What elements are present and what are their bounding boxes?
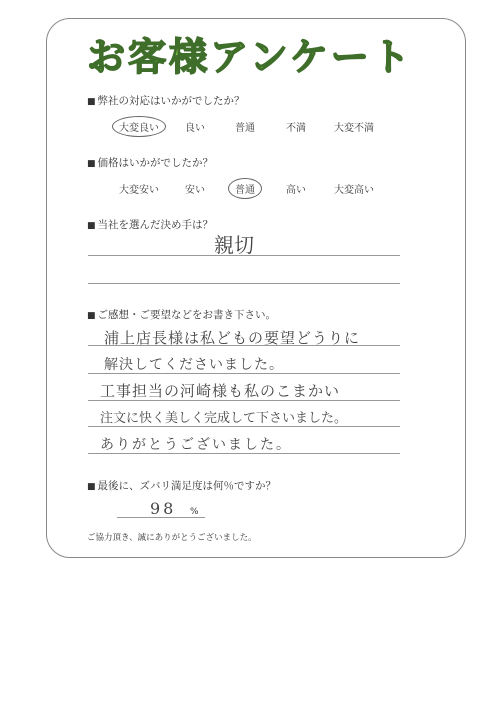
- q2-option-very-cheap[interactable]: 大変安い: [119, 185, 159, 196]
- thank-you-note: ご協力頂き、誠にありがとうございました。: [87, 533, 257, 543]
- satisfaction-line: [117, 517, 205, 518]
- reason-line-2: [88, 283, 400, 284]
- percent-sign: %: [190, 507, 199, 517]
- question-service: ■ 弊社の対応はいかがでしたか？: [87, 93, 245, 108]
- reason-answer: 親切: [214, 233, 254, 257]
- q1-option-very-good[interactable]: 大変良い: [112, 116, 166, 137]
- comment-line-2-text: 解決してくださいました。: [104, 357, 284, 373]
- q2-option-very-expensive[interactable]: 大変高い: [334, 185, 374, 196]
- q2-option-expensive[interactable]: 高い: [286, 185, 306, 196]
- comment-line-4-text: 注文に快く美しく完成して下さいました。: [100, 411, 348, 426]
- question-satisfaction: ■ 最後に、ズバリ満足度は何％ですか？: [87, 478, 276, 493]
- survey-title: お客様アンケート: [87, 35, 413, 79]
- q2-option-normal[interactable]: 普通: [228, 178, 262, 199]
- comment-line-3: [88, 400, 400, 401]
- question-price: ■ 価格はいかがでしたか？: [87, 155, 213, 170]
- q1-option-normal[interactable]: 普通: [235, 123, 255, 134]
- reason-line-1: [88, 255, 400, 256]
- question-reason: ■ 当社を選んだ決め手は？: [87, 217, 213, 232]
- q1-option-very-unsatisfied[interactable]: 大変不満: [334, 123, 374, 134]
- q1-option-unsatisfied[interactable]: 不満: [286, 123, 306, 134]
- comment-line-5: [88, 453, 400, 454]
- q1-option-good[interactable]: 良い: [185, 123, 205, 134]
- satisfaction-value: 98: [150, 499, 177, 518]
- comment-line-2: [88, 373, 400, 374]
- comment-line-1-text: 浦上店長様は私どもの要望どうりに: [104, 329, 361, 347]
- comment-line-3-text: 工事担当の河崎様も私のこまかい: [100, 382, 341, 400]
- q2-option-cheap[interactable]: 安い: [185, 185, 205, 196]
- comment-line-4: [88, 426, 400, 427]
- comment-line-1: [88, 345, 400, 346]
- question-comments: ■ ご感想・ご要望などをお書き下さい。: [87, 307, 276, 322]
- comment-line-5-text: ありがとうございました。: [100, 437, 292, 453]
